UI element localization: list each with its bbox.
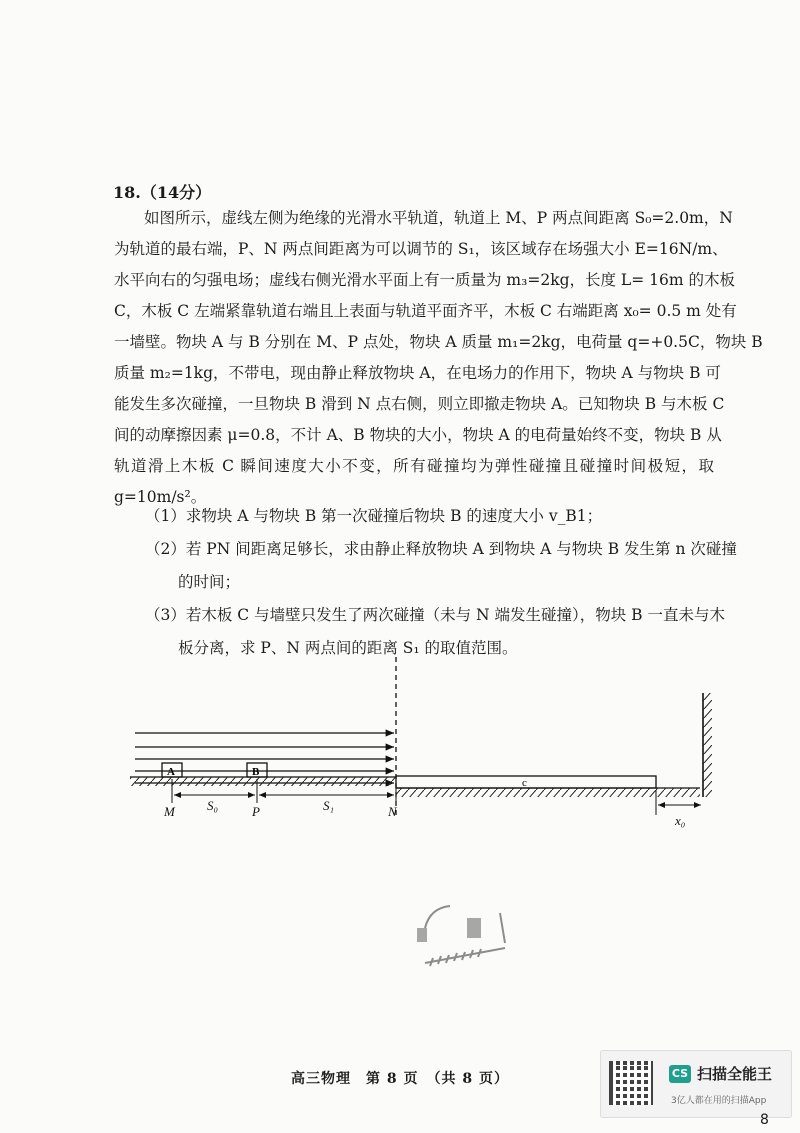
sub-question-2-cont: 的时间； bbox=[178, 573, 241, 591]
page-footer: 高三物理 第 8 页 （共 8 页） bbox=[291, 1071, 509, 1087]
question-number: 18.（14分） bbox=[113, 183, 212, 202]
sub-question-3-cont: 板分离，求 P、N 两点间的距离 S₁ 的取值范围。 bbox=[178, 639, 518, 657]
body-line: C，木板 C 左端紧靠轨道右端且上表面与轨道平面齐平，木板 C 右端距离 x₀= 0.5 m 处有 bbox=[114, 302, 737, 320]
body-line: 如图所示，虚线左侧为绝缘的光滑水平轨道，轨道上 M、P 两点间距离 S₀=2.0m，N bbox=[144, 209, 733, 227]
body-line: 间的动摩擦因素 μ=0.8，不计 A、B 物块的大小，物块 A 的电荷量始终不变，物块 B 从 bbox=[114, 426, 722, 444]
wall bbox=[703, 693, 712, 797]
scanner-watermark bbox=[600, 1050, 792, 1118]
body-line: 能发生多次碰撞，一旦物块 B 滑到 N 点右侧，则立即撤走物块 A。已知物块 B 与木板 C bbox=[114, 395, 725, 413]
point-m-label: M bbox=[164, 804, 175, 819]
body-line: g=10m/s²。 bbox=[114, 488, 207, 506]
physics-diagram bbox=[0, 655, 800, 855]
stamp-mark bbox=[405, 898, 525, 978]
scanner-name: 扫描全能王 bbox=[697, 1065, 773, 1083]
body-line: 一墙壁。物块 A 与 B 分别在 M、P 点处，物块 A 质量 m₁=2kg，电荷量 q=+0.5C，物块 B bbox=[114, 333, 763, 351]
sub-questions bbox=[145, 500, 737, 665]
question-body bbox=[114, 203, 763, 513]
board-label: c bbox=[522, 777, 527, 789]
x0-label: x₀ bbox=[675, 813, 686, 828]
s1-label: S₁ bbox=[323, 798, 335, 813]
point-p-label: P bbox=[252, 804, 260, 819]
point-n-label: N bbox=[388, 804, 397, 819]
body-line: 水平向右的匀强电场；虚线右侧光滑水平面上有一质量为 m₃=2kg，长度 L= 16m 的木板 bbox=[114, 271, 735, 289]
qr-code-icon bbox=[609, 1061, 653, 1105]
insulated-track bbox=[130, 777, 396, 786]
cs-logo-icon: CS bbox=[669, 1065, 691, 1083]
sub-question-3: （3）若木板 C 与墙壁只发生了两次碰撞（未与 N 端发生碰撞），物块 B 一直未与木 bbox=[145, 606, 725, 624]
block-a-label: A bbox=[167, 766, 175, 778]
body-line: 质量 m₂=1kg，不带电，现由静止释放物块 A，在电场力的作用下，物块 A 与物块 B 可 bbox=[114, 364, 721, 382]
s0-label: S₀ bbox=[207, 798, 219, 813]
sub-question-1: （1）求物块 A 与物块 B 第一次碰撞后物块 B 的速度大小 v_B1； bbox=[145, 507, 603, 525]
block-b-label: B bbox=[252, 766, 260, 778]
scanner-tagline: 3亿人都在用的扫描App bbox=[671, 1096, 767, 1106]
sub-question-2: （2）若 PN 间距离足够长，求由静止释放物块 A 到物块 A 与物块 B 发生第 n 次碰撞 bbox=[145, 540, 737, 558]
body-line: 为轨道的最右端，P、N 两点间距离为可以调节的 S₁，该区域存在场强大小 E=16N/m、 bbox=[114, 240, 728, 258]
corner-page-number: 8 bbox=[760, 1112, 769, 1128]
body-line: 轨道滑上木板 C 瞬间速度大小不变，所有碰撞均为弹性碰撞且碰撞时间极短，取 bbox=[114, 457, 714, 475]
smooth-plane bbox=[396, 788, 700, 797]
